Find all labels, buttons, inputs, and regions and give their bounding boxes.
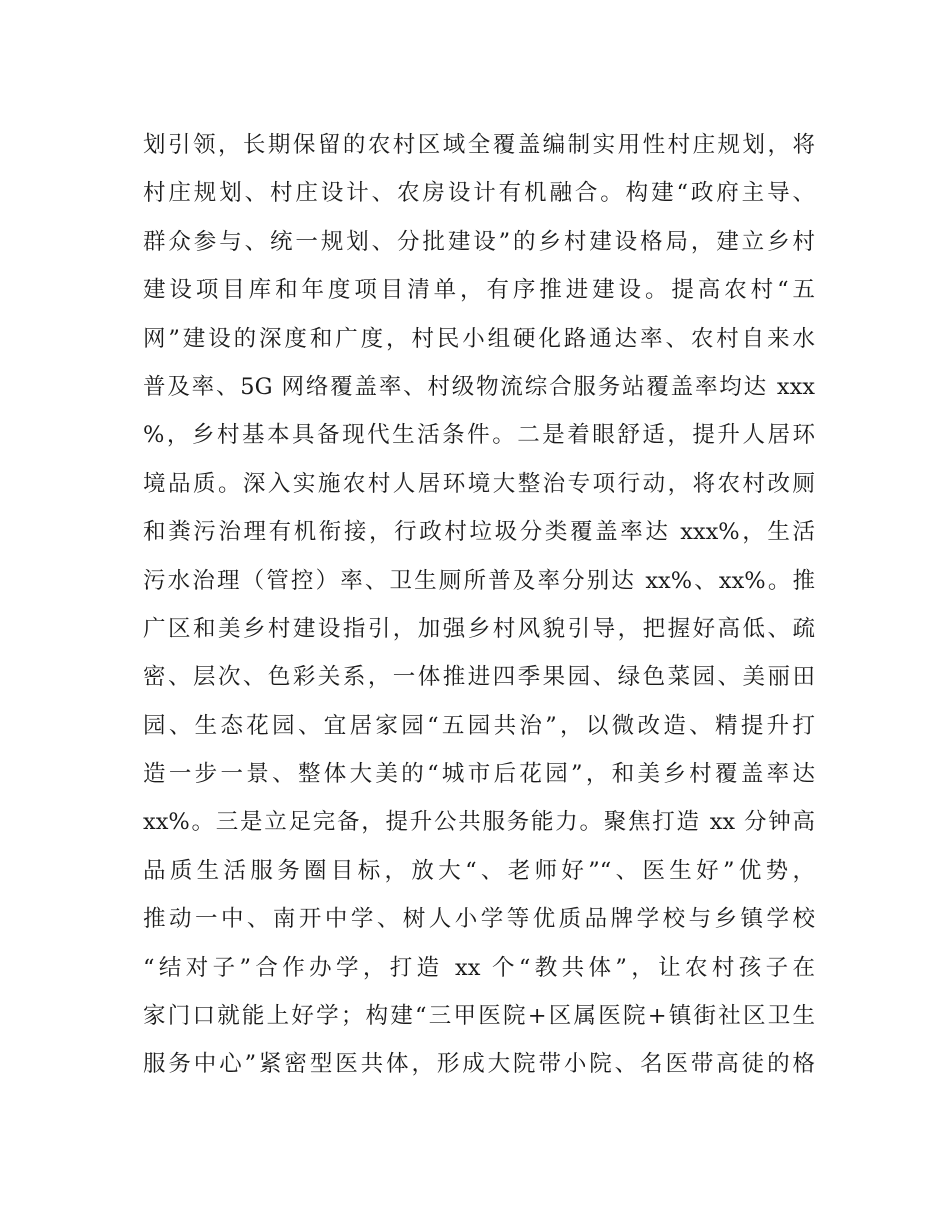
text-line: 品质生活服务圈目标，放大“、老师好”“、医生好”优势， (143, 857, 815, 884)
body-paragraph (143, 121, 815, 1089)
text-line: 服务中心”紧密型医共体，形成大院带小院、名医带高徒的格 (143, 1051, 815, 1078)
text-line: 广区和美乡村建设指引，加强乡村风貌引导，把握好高低、疏 (143, 615, 815, 642)
text-line: 划引领，长期保留的农村区域全覆盖编制实用性村庄规划，将 (143, 132, 815, 158)
text-line: 网”建设的深度和广度，村民小组硬化路通达率、农村自来水 (143, 325, 815, 352)
text-line: 普及率、5G 网络覆盖率、村级物流综合服务站覆盖率均达 xxx (143, 373, 815, 400)
text-line: 造一步一景、整体大美的“城市后花园”，和美乡村覆盖率达 (143, 761, 815, 788)
text-line: 建设项目库和年度项目清单，有序推进建设。提高农村“五 (143, 277, 815, 304)
text-line: 群众参与、统一规划、分批建设”的乡村建设格局，建立乡村 (143, 228, 815, 255)
text-line: “结对子”合作办学，打造 xx 个“教共体”，让农村孩子在 (143, 954, 815, 981)
text-line: 园、生态花园、宜居家园“五园共治”，以微改造、精提升打 (143, 712, 815, 739)
text-line: 和粪污治理有机衔接，行政村垃圾分类覆盖率达 xxx%，生活 (143, 519, 815, 546)
text-line: 密、层次、色彩关系，一体推进四季果园、绿色菜园、美丽田 (143, 664, 815, 691)
text-line: 推动一中、南开中学、树人小学等优质品牌学校与乡镇学校 (143, 906, 815, 933)
text-line: 污水治理（管控）率、卫生厕所普及率分别达 xx%、xx%。推 (143, 567, 815, 594)
text-line: 境品质。深入实施农村人居环境大整治专项行动，将农村改厕 (143, 470, 815, 497)
text-line: %，乡村基本具备现代生活条件。二是着眼舒适，提升人居环 (143, 422, 815, 449)
text-line: 家门口就能上好学；构建“三甲医院+区属医院+镇街社区卫生 (143, 1003, 815, 1030)
text-line: xx%。三是立足完备，提升公共服务能力。聚焦打造 xx 分钟高 (143, 809, 815, 836)
text-line: 村庄规划、村庄设计、农房设计有机融合。构建“政府主导、 (143, 180, 815, 207)
